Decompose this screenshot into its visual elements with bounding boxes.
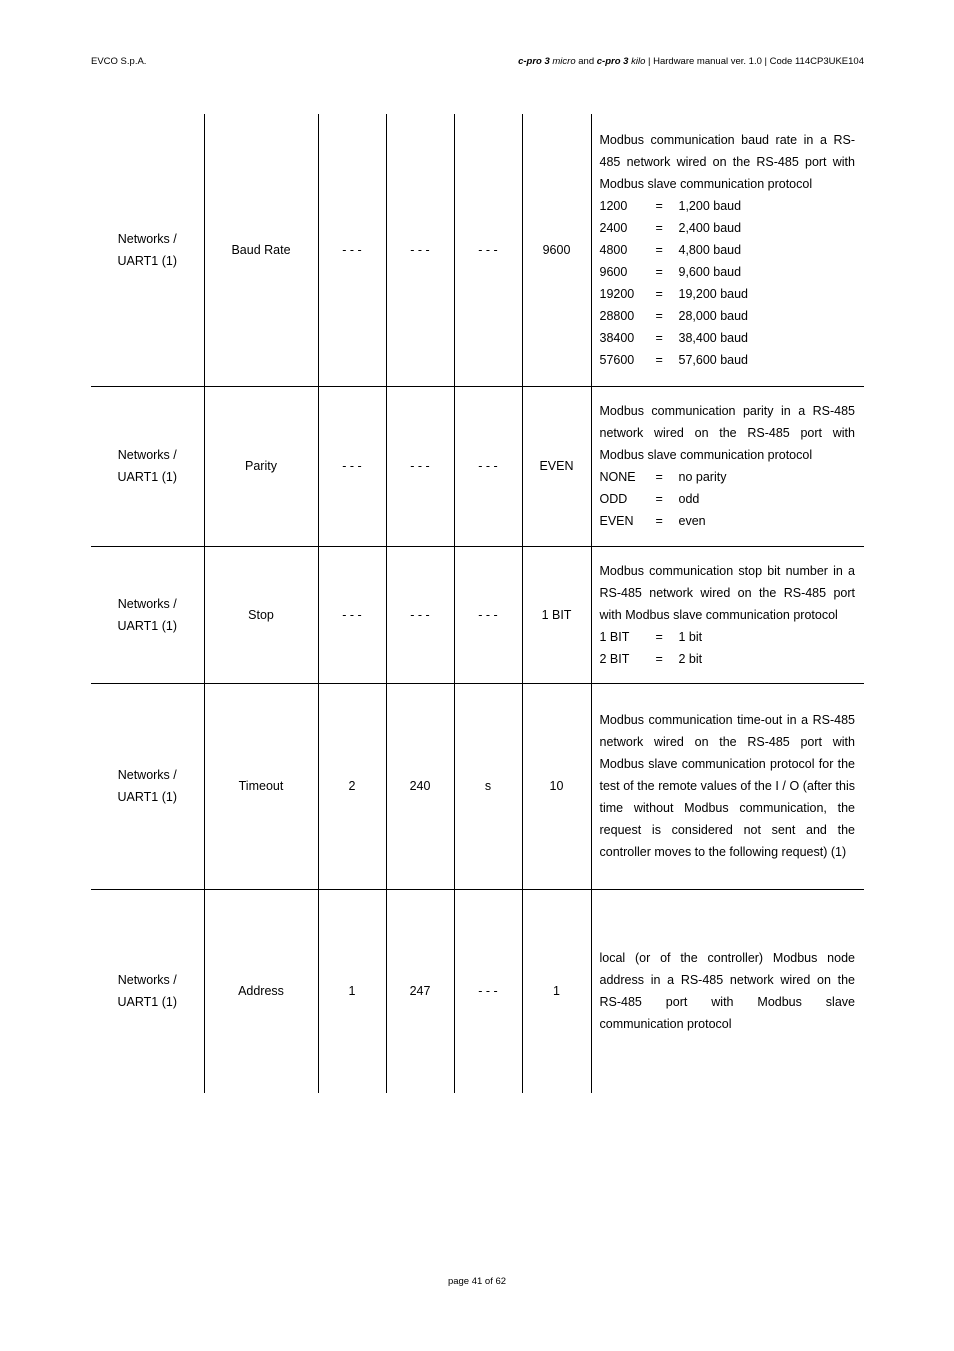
value-equals: =: [655, 198, 663, 213]
default-cell: 1: [522, 889, 591, 1093]
value-key: 2 BIT: [599, 651, 630, 666]
table-row: [91, 386, 864, 546]
value-meaning: 2,400 baud: [678, 220, 742, 235]
parameter-name-cell: Baud Rate: [204, 114, 318, 386]
value-list-item: [600, 648, 856, 670]
value-list-item: [600, 217, 856, 239]
table-row: [91, 114, 864, 386]
group-cell: Networks / UART1 (1): [117, 973, 177, 1010]
value-key: 1200: [599, 198, 628, 213]
value-equals: =: [655, 470, 663, 484]
unit-cell: - - -: [454, 546, 522, 683]
min-cell: - - -: [318, 114, 386, 386]
unit-cell: s: [454, 683, 522, 889]
group-cell: Networks / UART1 (1): [91, 546, 204, 683]
description-text: Modbus communication time-out in a RS-485 network wired on the RS-485 port with Modbus slave communication protocol for the test of the remote values of the I / O (after this time without Modbus communication, the request is considered not sent and the controller moves to the following request) (1): [599, 713, 855, 859]
header-doc-info: | Hardware manual ver. 1.0 | Code 114CP3UKE104: [648, 56, 864, 67]
value-meaning: 28,000 baud: [678, 308, 749, 323]
page-number: page 41 of 62: [447, 1276, 507, 1287]
value-meaning: 57,600 baud: [678, 352, 749, 367]
value-equals: =: [655, 308, 663, 323]
parameter-name-cell: Address: [204, 889, 318, 1093]
parameter-name-cell: Stop: [204, 546, 318, 683]
group-cell: Networks / UART1 (1): [91, 114, 204, 386]
value-equals: =: [655, 242, 663, 257]
unit-cell: - - -: [454, 114, 522, 386]
value-meaning: 38,400 baud: [678, 330, 749, 345]
value-meaning: odd: [678, 492, 700, 506]
max-cell: - - -: [386, 386, 454, 546]
value-key: 9600: [599, 264, 628, 279]
description-cell: [591, 114, 864, 386]
value-key: 4800: [599, 242, 628, 257]
value-key: NONE: [599, 470, 636, 484]
value-equals: =: [655, 352, 663, 367]
unit-cell: - - -: [454, 386, 522, 546]
value-equals: =: [655, 330, 663, 345]
header-product1-variant: micro: [552, 56, 576, 67]
default-cell: 1 BIT: [522, 546, 591, 683]
header-product1: c-pro 3: [518, 56, 550, 67]
max-cell: 247: [386, 889, 454, 1093]
value-meaning: 4,800 baud: [678, 242, 742, 257]
header-conj: and: [578, 56, 595, 67]
value-meaning: 1,200 baud: [678, 198, 742, 213]
value-key: ODD: [599, 492, 628, 506]
value-meaning: 19,200 baud: [678, 286, 749, 301]
value-list-item: [600, 488, 856, 510]
value-equals: =: [655, 629, 663, 644]
value-equals: =: [655, 264, 663, 279]
value-list-item: [600, 239, 856, 261]
value-list-item: [600, 510, 856, 532]
description-cell: [591, 889, 864, 1093]
min-cell: - - -: [318, 386, 386, 546]
value-list-item: [600, 261, 856, 283]
value-meaning: 2 bit: [678, 651, 703, 666]
header-company: EVCO S.p.A.: [91, 56, 147, 67]
value-list-item: [600, 305, 856, 327]
value-list-item: [600, 626, 856, 648]
value-equals: =: [655, 514, 663, 528]
value-key: 1 BIT: [599, 629, 630, 644]
value-equals: =: [655, 220, 663, 235]
max-cell: 240: [386, 683, 454, 889]
description-cell: [591, 386, 864, 546]
header-product2: c-pro 3: [596, 56, 629, 67]
header-document-info: [518, 56, 864, 67]
value-equals: =: [655, 492, 663, 506]
min-cell: 1: [318, 889, 386, 1093]
description-cell: [591, 683, 864, 889]
min-cell: - - -: [318, 546, 386, 683]
value-key: 2400: [599, 220, 628, 235]
value-list-item: [600, 349, 856, 371]
value-list: [600, 626, 856, 670]
value-key: 57600: [599, 352, 635, 367]
value-key: 19200: [599, 286, 635, 301]
parameters-table: [91, 114, 864, 1093]
description-text: Modbus communication baud rate in a RS-485 network wired on the RS-485 port with Modbus slave communication protocol: [599, 132, 855, 191]
unit-cell: - - -: [454, 889, 522, 1093]
value-list-item: [600, 283, 856, 305]
table-row: [91, 889, 864, 1093]
parameter-name-cell: Parity: [204, 386, 318, 546]
max-cell: - - -: [386, 114, 454, 386]
value-key: 38400: [599, 330, 635, 345]
value-list: [600, 195, 856, 371]
value-list-item: [600, 195, 856, 217]
max-cell: - - -: [386, 546, 454, 683]
default-cell: 10: [522, 683, 591, 889]
group-cell: Networks / UART1 (1): [91, 683, 204, 889]
header-product2-variant: kilo: [631, 56, 646, 67]
table-row: [91, 683, 864, 889]
value-key: EVEN: [599, 514, 634, 528]
min-cell: 2: [318, 683, 386, 889]
table-row: [91, 546, 864, 683]
value-meaning: 9,600 baud: [678, 264, 742, 279]
description-text: Modbus communication stop bit number in a RS-485 network wired on the RS-485 port with Modbus slave communication protocol: [599, 563, 855, 622]
value-meaning: even: [678, 514, 706, 528]
description-text: Modbus communication parity in a RS-485 network wired on the RS-485 port with Modbus slave communication protocol: [599, 404, 855, 462]
group-cell: Networks / UART1 (1): [91, 386, 204, 546]
description-text: local (or of the controller) Modbus node address in a RS-485 network wired on the RS-485 port with Modbus slave communication protocol: [599, 951, 855, 1032]
value-equals: =: [655, 651, 663, 666]
value-list: [600, 466, 856, 532]
value-meaning: no parity: [678, 470, 727, 484]
parameter-name-cell: Timeout: [204, 683, 318, 889]
value-list-item: [600, 466, 856, 488]
value-meaning: 1 bit: [678, 629, 703, 644]
default-cell: EVEN: [522, 386, 591, 546]
value-list-item: [600, 327, 856, 349]
value-equals: =: [655, 286, 663, 301]
default-cell: 9600: [522, 114, 591, 386]
value-key: 28800: [599, 308, 635, 323]
description-cell: [591, 546, 864, 683]
